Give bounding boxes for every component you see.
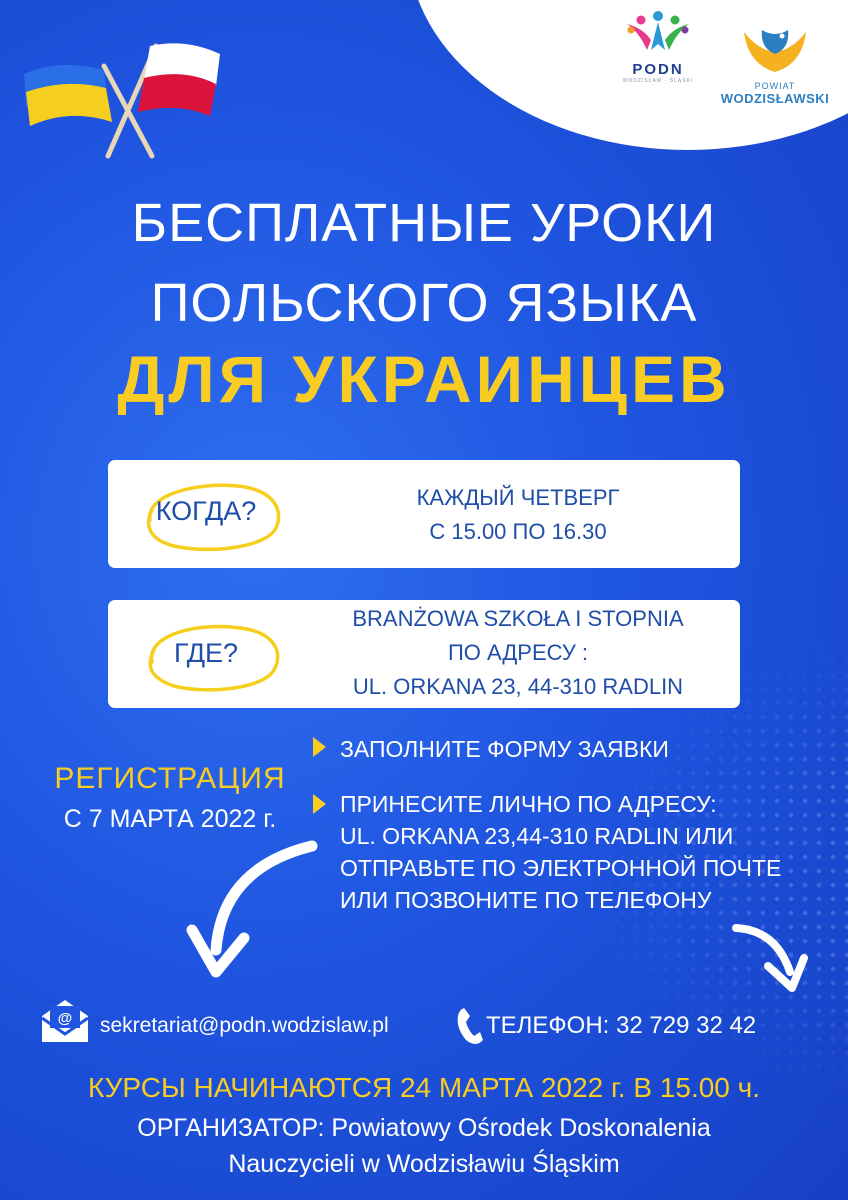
powiat-logo [710, 24, 840, 106]
step-2-line-1: ПРИНЕСИТЕ ЛИЧНО ПО АДРЕСУ: [340, 791, 717, 817]
powiat-emblem-icon [738, 24, 812, 74]
organizer-label: ОРГАНИЗАТОР: [137, 1114, 325, 1142]
where-box [108, 600, 740, 708]
podn-logo-text: PODN [632, 61, 684, 78]
title-line-3: ДЛЯ УКРАИНЦЕВ [117, 342, 731, 416]
step-2-line-2: UL. ORKANA 23,44-310 RADLIN ИЛИ [340, 823, 734, 849]
step-2-line-4: ИЛИ ПОЗВОНИТЕ ПО ТЕЛЕФОНУ [340, 887, 712, 913]
powiat-logo-small-text: POWIAT [754, 81, 796, 91]
curved-arrow-left-icon [186, 838, 326, 988]
contact-email[interactable]: sekretariat@podn.wodzislaw.pl [100, 1014, 389, 1037]
when-text [308, 481, 728, 549]
organizer-line-1 [0, 1110, 848, 1146]
phone-icon [456, 1006, 484, 1046]
where-line-2: ПО АДРЕСУ : [447, 640, 589, 665]
when-label: КОГДА? [155, 496, 257, 526]
svg-text:@: @ [57, 1010, 73, 1027]
where-text [308, 602, 728, 704]
podn-logo [618, 10, 698, 84]
organizer-line-2: Nauczycieli w Wodzisławiu Śląskim [228, 1150, 620, 1178]
poland-flag-icon [138, 43, 220, 116]
registration-step-2 [340, 788, 781, 916]
where-line-1: BRANŻOWA SZKOŁA I STOPNIA [352, 606, 684, 631]
ukraine-flag-icon [24, 65, 112, 126]
title-line-1: БЕСПЛАТНЫЕ УРОКИ [131, 193, 717, 253]
triangle-bullet-icon [313, 737, 326, 757]
crossed-flags-icon [20, 40, 230, 170]
phone-number: 32 729 32 42 [616, 1012, 757, 1039]
step-2-line-3: ОТПРАВЬТЕ ПО ЭЛЕКТРОННОЙ ПОЧТЕ [340, 855, 782, 881]
registration-title: РЕГИСТРАЦИЯ [54, 762, 286, 795]
when-line-2: С 15.00 ПО 16.30 [429, 519, 607, 544]
podn-people-icon [623, 10, 693, 54]
mail-icon [40, 998, 90, 1044]
where-label: ГДЕ? [173, 638, 239, 668]
when-line-1: КАЖДЫЙ ЧЕТВЕРГ [416, 485, 620, 510]
triangle-bullet-icon [313, 794, 326, 814]
contact-phone[interactable] [486, 1012, 756, 1040]
registration-step-1: ЗАПОЛНИТЕ ФОРМУ ЗАЯВКИ [340, 736, 669, 762]
organizer-name-1: Powiatowy Ośrodek Doskonalenia [331, 1114, 711, 1142]
curved-arrow-right-icon [728, 918, 818, 998]
podn-logo-subtitle: WODZISŁAW · ŚLĄSKI [622, 78, 694, 84]
where-line-3: UL. ORKANA 23, 44-310 RADLIN [352, 674, 684, 699]
registration-date: С 7 МАРТА 2022 г. [63, 805, 277, 833]
phone-label: ТЕЛЕФОН: [486, 1012, 610, 1039]
organizer-text [0, 1110, 848, 1182]
title-line-2: ПОЛЬСКОГО ЯЗЫКА [150, 273, 698, 333]
powiat-logo-big-text: WODZISŁAWSKI [720, 91, 830, 106]
when-box [108, 460, 740, 568]
course-start-text: КУРСЫ НАЧИНАЮТСЯ 24 МАРТА 2022 г. В 15.00 ч. [87, 1072, 761, 1103]
